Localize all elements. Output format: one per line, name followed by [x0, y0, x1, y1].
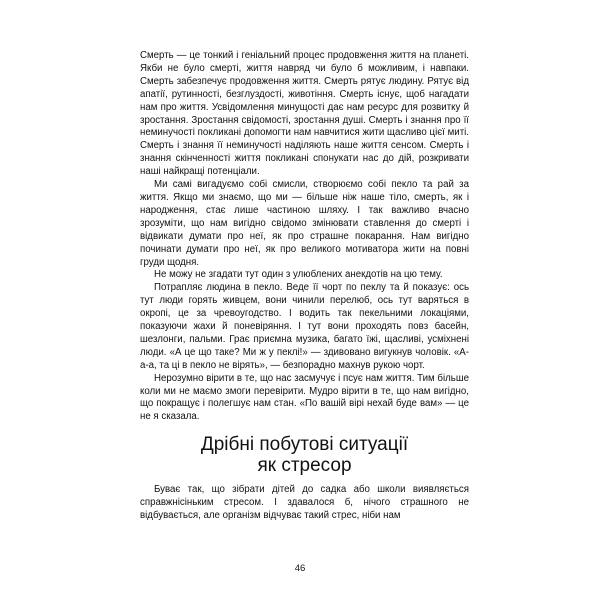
paragraph-kindergarten: Буває так, що зібрати дітей до садка або школи виявляється справжнісіньким стресом. І здавалося б, нічого страшного не відбувається, але організм відчуває такий стрес, ніби нам — [140, 484, 469, 522]
paragraph-belief: Нерозумно вірити в те, що нас засмучує і псує нам життя. Тим більше коли ми не маємо змоги перевірити. Мудро вірити в те, що нам вигідно, що покращує і полегшує нам стан. «По вашій вірі нехай буде вам» — це не я сказала. — [140, 372, 469, 423]
paragraph-meanings: Ми самі вигадуємо собі смисли, створюємо собі пекло та рай за життя. Якщо ми знаємо, що ми — більше ніж наше тіло, смерть, як і народження, стає лише частиною шляху. І так важливо вчасно зрозуміти, що нам вигідно свідомо змінювати ставлення до смерті і відвикати думати про неї, як про страшне покарання. Нам вигідно починати думати про неї, як про великого мотиватора жити на повні груди щодня. — [140, 179, 469, 268]
paragraph-anecdote-intro: Не можу не згадати тут один з улюблених анекдотів на цю тему. — [154, 269, 443, 281]
section-heading-line-1: Дрібні побутові ситуації — [200, 434, 409, 456]
section-heading — [140, 434, 469, 476]
book-page — [140, 50, 469, 523]
paragraph-anecdote: Потрапляє людина в пекло. Веде її чорт по пеклу та й показує: ось тут люди горять живцем, вони чинили перелюб, ось тут варяться в окропі, це за чревоугодство. І водить так пекельними локаціями, показуючи жахи й поневіряння. І тут вони проходять повз басейн, шезлонги, пальми. Грає приємна музика, багато їжі, щасливі, усміхнені люди. «А це що таке? Ми ж у пеклі!» — здивовано вигукнув чоловік. «А-а-а, та ці в пекло не вірять», — безпорадно махнув рукою чорт. — [140, 282, 469, 371]
section-heading-line-2: як стресор — [257, 455, 352, 477]
page-number: 46 — [294, 563, 306, 574]
paragraph-death-process: Смерть — це тонкий і геніальний процес продовження життя на планеті. Якби не було смерті, життя навряд чи було б можливим, і навпаки. Смерть забезпечує продовження життя. Смерть рятує людину. Рятує від апатії, рутинності, безглуздості, животіння. Смерть існує, щоб нагадати нам про життя. Усвідомлення минущості дає нам ресурс для розвитку й зростання. Зростання свідомості, зростання душі. Смерть і знання про її неминучості покликані допомогти нам навчитися жити щасливо цієї миті. Смерть і знання її неминучості наділяють наше життя сенсом. Смерть і знання скінченності життя покликані спонукати нас до дій, розкривати наші найкращі потенціали. — [140, 50, 469, 178]
